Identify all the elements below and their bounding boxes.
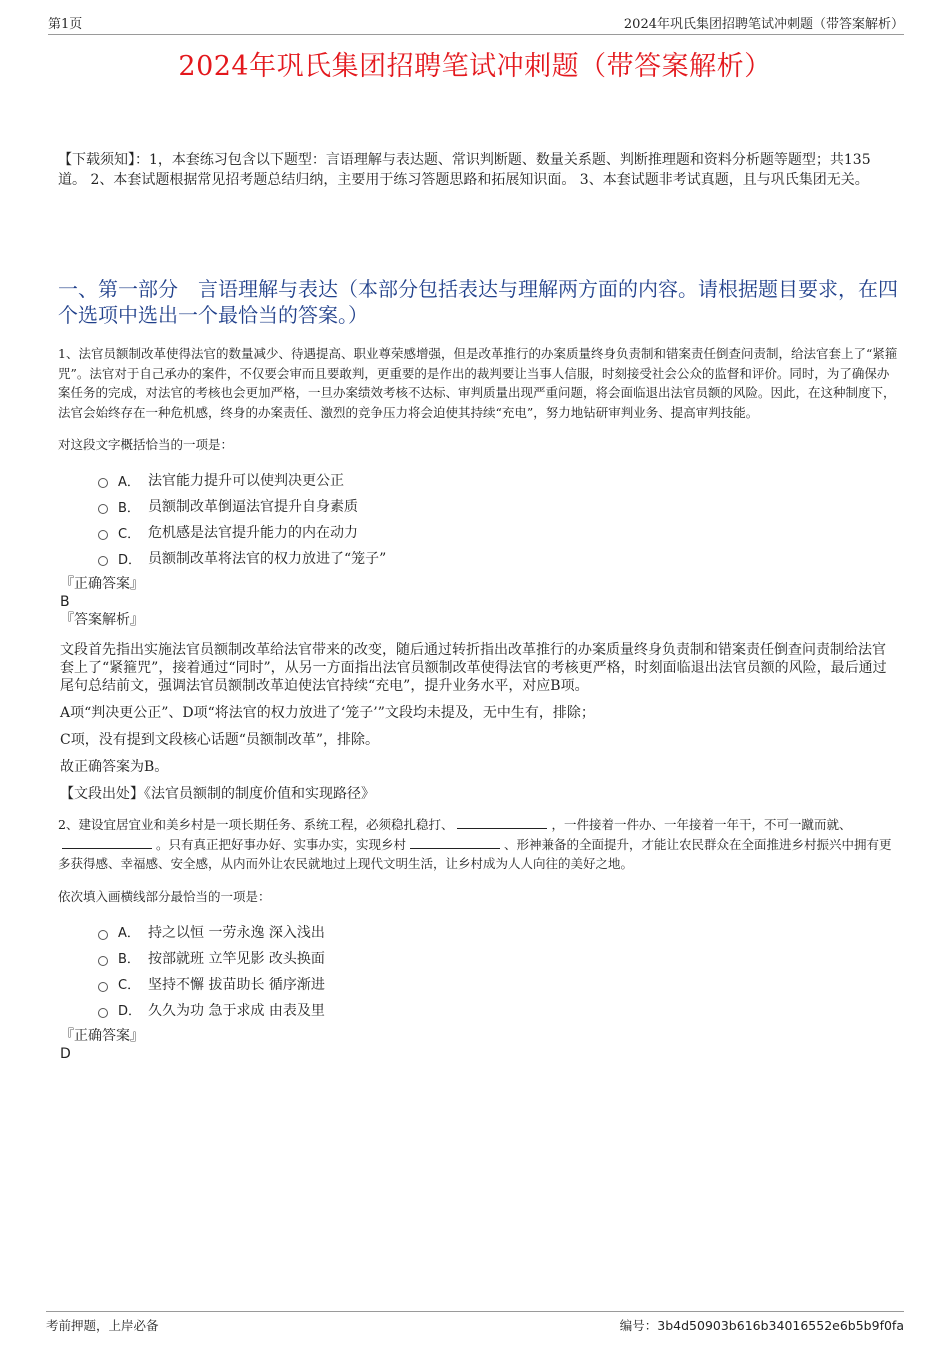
page-footer (46, 1311, 904, 1334)
radio-icon[interactable] (98, 530, 108, 540)
analysis-paragraph: A项“判决更公正”、D项“将法官的权力放进了‘笼子’”文段均未提及，无中生有，排除； (60, 705, 595, 721)
question-1-text: 1、法官员额制改革使得法官的数量减少、待遇提高、职业尊荣感增强，但是改革推行的办案质量终身负责制和错案责任倒查问责制，给法官套上了“紧箍咒”。法官对于自己承办的案件，不仅要会审而且要敢判，更重要的是作出的裁判要让当事人信服，时刻接受社会公众的监督和评价。同时，为了确保办案任务的完成，对法官的考核也会更加严格，一旦办案绩效考核不达标、审判质量出现严重问题，将会面临退出法官员额的风险。因此，在这种制度下，法官会始终存在一种危机感，终身的办案责任、激烈的竞争压力将会迫使其持续“充电”，努力地钻研审判业务、提高审判技能。 (58, 346, 898, 420)
correct-answer-value: B (60, 594, 70, 610)
fill-blank (410, 836, 500, 849)
option-b[interactable] (98, 945, 898, 971)
option-text: 员额制改革倒逼法官提升自身素质 (148, 499, 358, 515)
option-a[interactable] (98, 467, 898, 493)
option-letter: C． (118, 526, 141, 542)
option-letter: D． (118, 552, 142, 568)
page-header (48, 14, 904, 35)
document-title: 2024年巩氏集团招聘笔试冲刺题（带答案解析） (178, 51, 772, 82)
option-letter: D． (118, 1004, 142, 1019)
download-notice: 【下载须知】：1，本套练习包含以下题型：言语理解与表达题、常识判断题、数量关系题、判断推理题和资料分析题等题型；共135道。 2、本套试题根据常见招考题总结归纳，主要用于练习答题思路和拓展知识面。 3、本套试题非考试真题，且与巩氏集团无关。 (58, 152, 871, 188)
footer-code-value: 3b4d50903b616b34016552e6b5b9f0fa (657, 1318, 904, 1333)
radio-icon[interactable] (98, 1008, 108, 1018)
question-2 (58, 815, 898, 1063)
analysis-label: 『答案解析』 (60, 612, 144, 628)
question-2-text (58, 815, 898, 874)
option-letter: B． (118, 500, 140, 516)
radio-icon[interactable] (98, 982, 108, 992)
question-2-options (58, 919, 898, 1023)
question-2-prompt: 依次填入画横线部分最恰当的一项是： (58, 888, 271, 904)
footer-code (620, 1316, 904, 1334)
radio-icon[interactable] (98, 930, 108, 940)
option-text: 坚持不懈 拔苗助长 循序渐进 (148, 976, 325, 993)
question-content (58, 344, 898, 1063)
option-letter: A． (118, 926, 140, 941)
radio-icon[interactable] (98, 956, 108, 966)
option-text: 按部就班 立竿见影 改头换面 (148, 950, 325, 967)
fill-blank (62, 836, 152, 849)
question-2-text-part: 。只有真正把好事办好、实事办实，实现乡村 (156, 836, 407, 852)
correct-answer-label: 『正确答案』 (60, 576, 144, 592)
radio-icon[interactable] (98, 556, 108, 566)
radio-icon[interactable] (98, 504, 108, 514)
option-a[interactable] (98, 919, 898, 945)
option-text: 持之以恒 一劳永逸 深入浅出 (148, 924, 325, 941)
analysis-paragraph: C项，没有提到文段核心话题“员额制改革”，排除。 (60, 732, 380, 748)
option-d[interactable] (98, 997, 898, 1023)
option-c[interactable] (98, 519, 898, 545)
question-1 (58, 344, 898, 803)
analysis-paragraph: 故正确答案为B。 (60, 759, 169, 775)
footer-slogan: 考前押题，上岸必备 (46, 1318, 159, 1333)
analysis-paragraph: 文段首先指出实施法官员额制改革给法官带来的改变，随后通过转折指出改革推行的办案质量终身负责制和错案责任倒查问责制给法官套上了“紧箍咒”，接着通过“同时”，从另一方面指出法官员额制改革使得法官的考核更严格，时刻面临退出法官员额的风险，最后通过尾句总结前文，强调法官员额制改革迫使法官持续“充电”，提升业务水平，对应B项。 (60, 642, 887, 694)
option-c[interactable] (98, 971, 898, 997)
option-text: 危机感是法官提升能力的内在动力 (148, 525, 358, 541)
option-letter: C． (118, 978, 141, 993)
option-text: 法官能力提升可以使判决更公正 (148, 473, 344, 489)
fill-blank (457, 816, 547, 829)
question-2-text-part: ，一件接着一件办、一年接着一年干，不可一蹴而就、 (551, 817, 852, 832)
option-text: 员额制改革将法官的权力放进了“笼子” (148, 551, 387, 567)
page-number: 第1页 (48, 17, 83, 32)
option-letter: B． (118, 952, 140, 967)
correct-answer-value: D (60, 1045, 71, 1062)
question-1-prompt: 对这段文字概括恰当的一项是： (58, 437, 234, 452)
radio-icon[interactable] (98, 478, 108, 488)
section-heading: 一、第一部分 言语理解与表达（本部分包括表达与理解两方面的内容。请根据题目要求，在四个选项中选出一个最恰当的答案。） (58, 277, 898, 327)
question-2-text-part: 2、建设宜居宜业和美乡村是一项长期任务、系统工程，必须稳扎稳打、 (58, 817, 454, 832)
question-1-options (58, 467, 898, 571)
correct-answer-label: 『正确答案』 (60, 1027, 144, 1044)
footer-code-label: 编号： (619, 1318, 658, 1333)
option-d[interactable] (98, 545, 898, 571)
option-letter: A． (118, 474, 140, 490)
option-text: 久久为功 急于求成 由表及里 (148, 1002, 325, 1019)
question-2-text-part: 、形神兼备的全面提升，才能让农民群众在全面推进乡村振兴中拥有更多获得感、幸福感、安全感，从内而外让农民就地过上现代文明生活，让乡村成为人人向往的美好之地。 (58, 836, 892, 871)
analysis-source: 【文段出处】《法官员额制的制度价值和实现路径》 (60, 786, 375, 802)
option-b[interactable] (98, 493, 898, 519)
header-doc-name: 2024年巩氏集团招聘笔试冲刺题（带答案解析） (623, 17, 904, 32)
